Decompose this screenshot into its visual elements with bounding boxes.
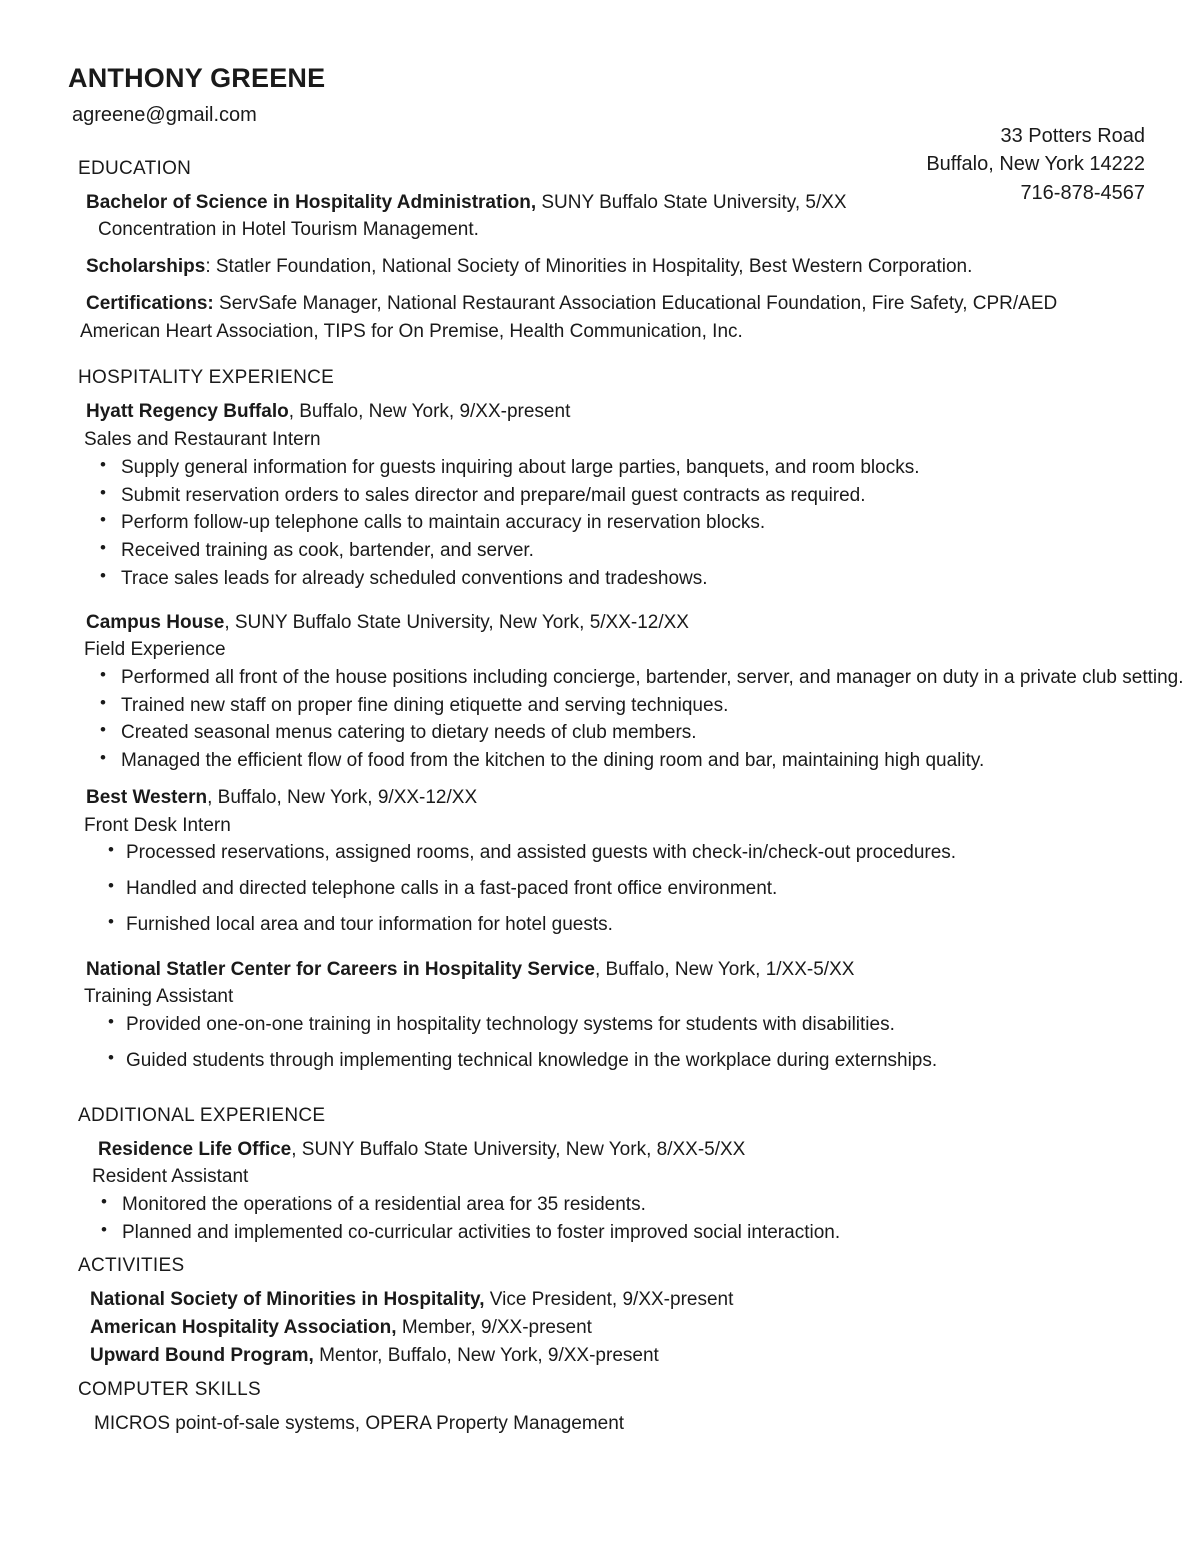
education-certifications-label: Certifications: (86, 292, 214, 314)
experience-organization-name: Hyatt Regency Buffalo (86, 401, 289, 423)
experience-entry (0, 956, 1200, 1075)
bullet-item: • Monitored the operations of a residential area for 35 residents. (101, 1191, 1200, 1219)
section-heading-hospitality: HOSPITALITY EXPERIENCE (78, 367, 335, 389)
section-heading-additional: ADDITIONAL EXPERIENCE (78, 1104, 326, 1126)
experience-role-title: Field Experience (84, 639, 226, 661)
experience-organization-detail: , Buffalo, New York, 1/XX-5/XX (594, 958, 855, 980)
additional-role-title: Resident Assistant (92, 1166, 249, 1188)
experience-organization-line (86, 609, 1200, 637)
section-heading-computer-skills: COMPUTER SKILLS (78, 1378, 261, 1400)
education-certifications-line (86, 290, 1200, 318)
bullet-item: • Managed the efficient flow of food from the kitchen to the dining room and bar, maintaining high quality. (100, 747, 1200, 775)
bullet-item: • Supply general information for guests inquiring about large parties, banquets, and room blocks. (100, 454, 1200, 482)
experience-organization-line (86, 784, 1200, 812)
experience-bullet-list (108, 1011, 1200, 1074)
section-hospitality-experience (0, 367, 1200, 1074)
activity-organization-name: National Society of Minorities in Hospitality, (90, 1289, 485, 1311)
education-degree-name: Bachelor of Science in Hospitality Administration, (86, 191, 537, 213)
bullet-item: • Submit reservation orders to sales director and prepare/mail guest contracts as required. (100, 482, 1200, 510)
experience-organization-line (86, 398, 1200, 426)
education-scholarships-detail: : Statler Foundation, National Society of Minorities in Hospitality, Best Western Corporation. (205, 256, 973, 278)
additional-bullet-list (101, 1191, 1200, 1246)
experience-entry (0, 784, 1200, 939)
experience-organization-detail: , Buffalo, New York, 9/XX-12/XX (207, 786, 478, 808)
additional-organization-name: Residence Life Office (98, 1138, 292, 1160)
education-scholarships-label: Scholarships (86, 256, 206, 278)
activity-organization-name: Upward Bound Program, (90, 1344, 314, 1366)
experience-bullet-list (100, 664, 1200, 775)
experience-bullet-list (100, 454, 1200, 593)
experience-organization-detail: , SUNY Buffalo State University, New York, 5/XX-12/XX (224, 611, 689, 633)
contact-address-block (926, 122, 1145, 207)
address-line-1: 33 Potters Road (1000, 125, 1145, 147)
bullet-item: • Received training as cook, bartender, and server. (100, 537, 1200, 565)
education-scholarships-line (86, 253, 1200, 281)
section-heading-education: EDUCATION (78, 157, 192, 179)
education-degree-detail: SUNY Buffalo State University, 5/XX (536, 191, 847, 213)
bullet-item: • Trace sales leads for already scheduled conventions and tradeshows. (100, 565, 1200, 593)
section-activities (0, 1255, 1200, 1369)
bullet-item: • Perform follow-up telephone calls to maintain accuracy in reservation blocks. (100, 509, 1200, 537)
candidate-name: ANTHONY GREENE (68, 63, 326, 93)
experience-organization-detail: , Buffalo, New York, 9/XX-present (288, 401, 571, 423)
activity-item (90, 1314, 1200, 1342)
activity-item (90, 1342, 1200, 1370)
bullet-item: • Furnished local area and tour information for hotel guests. (108, 911, 1200, 939)
activity-item (90, 1286, 1200, 1314)
section-additional-experience (0, 1105, 1200, 1247)
bullet-item: • Handled and directed telephone calls in a fast-paced front office environment. (108, 875, 1200, 903)
experience-role-title: Training Assistant (84, 986, 234, 1008)
bullet-item: • Created seasonal menus catering to dietary needs of club members. (100, 719, 1200, 747)
bullet-item: • Trained new staff on proper fine dining etiquette and serving techniques. (100, 692, 1200, 720)
bullet-item: • Planned and implemented co-curricular activities to foster improved social interaction. (101, 1219, 1200, 1247)
bullet-item: • Performed all front of the house positions including concierge, bartender, server, and manager on duty in a private club setting. (100, 664, 1200, 692)
section-computer-skills (0, 1379, 1200, 1438)
experience-entry (0, 398, 1200, 592)
section-heading-activities: ACTIVITIES (78, 1255, 185, 1277)
bullet-item: • Guided students through implementing technical knowledge in the workplace during externships. (108, 1047, 1200, 1075)
education-certifications-detail: ServSafe Manager, National Restaurant Association Educational Foundation, Fire Safety, CPR/AED (213, 292, 1058, 314)
education-concentration: Concentration in Hotel Tourism Management. (98, 219, 479, 241)
bullet-item: • Processed reservations, assigned rooms, and assisted guests with check-in/check-out procedures. (108, 839, 1200, 867)
activity-detail: Mentor, Buffalo, New York, 9/XX-present (313, 1344, 659, 1366)
activity-detail: Vice President, 9/XX-present (484, 1289, 734, 1311)
experience-organization-name: Campus House (86, 611, 225, 633)
experience-role-title: Sales and Restaurant Intern (84, 429, 321, 451)
address-line-2: Buffalo, New York 14222 (926, 153, 1145, 176)
experience-entry (0, 609, 1200, 775)
computer-skills-content: MICROS point-of-sale systems, OPERA Property Management (94, 1412, 625, 1434)
experience-organization-name: National Statler Center for Careers in Hospitality Service (86, 958, 595, 980)
experience-organization-name: Best Western (86, 786, 208, 808)
activity-detail: Member, 9/XX-present (396, 1317, 592, 1339)
additional-organization-detail: , SUNY Buffalo State University, New York, 8/XX-5/XX (291, 1138, 746, 1160)
education-certifications-line-2: American Heart Association, TIPS for On Premise, Health Communication, Inc. (80, 320, 743, 342)
experience-role-title: Front Desk Intern (84, 814, 231, 836)
phone-number: 716-878-4567 (1020, 181, 1145, 204)
activity-organization-name: American Hospitality Association, (90, 1317, 397, 1339)
bullet-item: • Provided one-on-one training in hospitality technology systems for students with disabilities. (108, 1011, 1200, 1039)
experience-organization-line (86, 956, 1200, 984)
additional-organization-line (98, 1136, 1200, 1164)
experience-bullet-list (108, 839, 1200, 938)
candidate-email: agreene@gmail.com (72, 103, 257, 126)
